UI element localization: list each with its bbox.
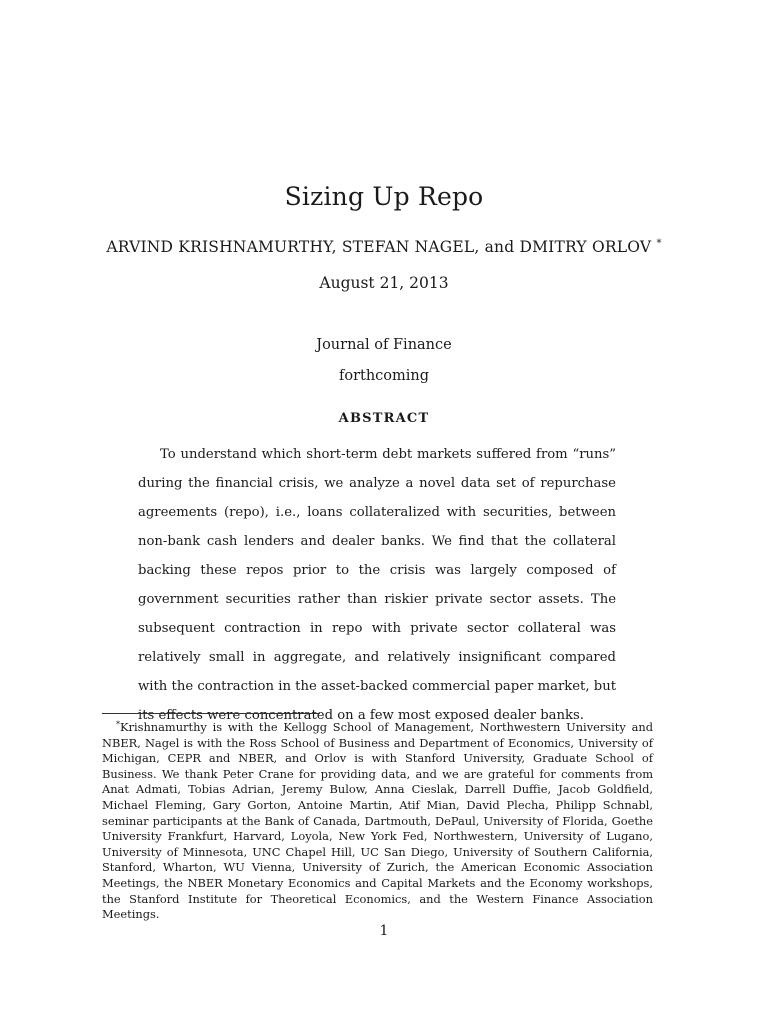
footnote-text: Krishnamurthy is with the Kellogg School of Management, Northwestern University and NBER, Nagel is with the Ross School of Business and Department of Economics, University of Michigan, CEPR and NBER, and Orlov is with Stanford University, Graduate School of Business. We thank Peter Crane for providing data, and we are grateful for comments from Anat Admati, Tobias Adrian, Jeremy Bulow, Anna Cieslak, Darrell Duffie, Jacob Goldfield, Michael Fleming, Gary Gorton, Antoine Martin, Atif Mian, David Plecha, Philipp Schnabl, seminar participants at the Bank of Canada, Dartmouth, DePaul, University of Florida, Goethe University Frankfurt, Harvard, Loyola, New York Fed, Northwestern, University of Lugano, University of Minnesota, UNC Chapel Hill, UC San Diego, University of Southern California, Stanford, Wharton, WU Vienna, University of Zurich, the American Economic Association Meetings, the NBER Monetary Economics and Capital Markets and the Economy workshops, the Stanford Institute for Theoretical Economics, and the Western Finance Association Meetings. <box>102 720 653 922</box>
paper-date: August 21, 2013 <box>319 274 449 292</box>
publication-status: forthcoming <box>338 368 430 384</box>
footnote-marker: * <box>116 720 120 729</box>
abstract-text: To understand which short-term debt markets suffered from “runs” during the financial crisis, we analyze a novel data set of repurchase agreements (repo), i.e., loans collateralized with securities, between non-bank cash lenders and dealer banks. We find that the collateral backing these repos prior to the crisis was largely composed of government securities rather than riskier private sector assets. The subsequent contraction in repo with private sector collateral was relatively small in aggregate, and relatively insignificant compared with the contraction in the asset-backed commercial paper market, but its effects were concentrated on a few most exposed dealer banks. <box>138 447 616 723</box>
author-footnote-marker[interactable]: * <box>656 238 662 249</box>
footnote-rule <box>102 713 320 714</box>
author-names: ARVIND KRISHNAMURTHY, STEFAN NAGEL, and DMITRY ORLOV <box>106 238 652 256</box>
page-number: 1 <box>379 923 389 939</box>
footnote <box>102 717 653 923</box>
paper-title: Sizing Up Repo <box>284 182 484 211</box>
journal-name: Journal of Finance <box>316 337 452 353</box>
abstract-heading: ABSTRACT <box>338 411 430 426</box>
author-line <box>0 238 768 256</box>
